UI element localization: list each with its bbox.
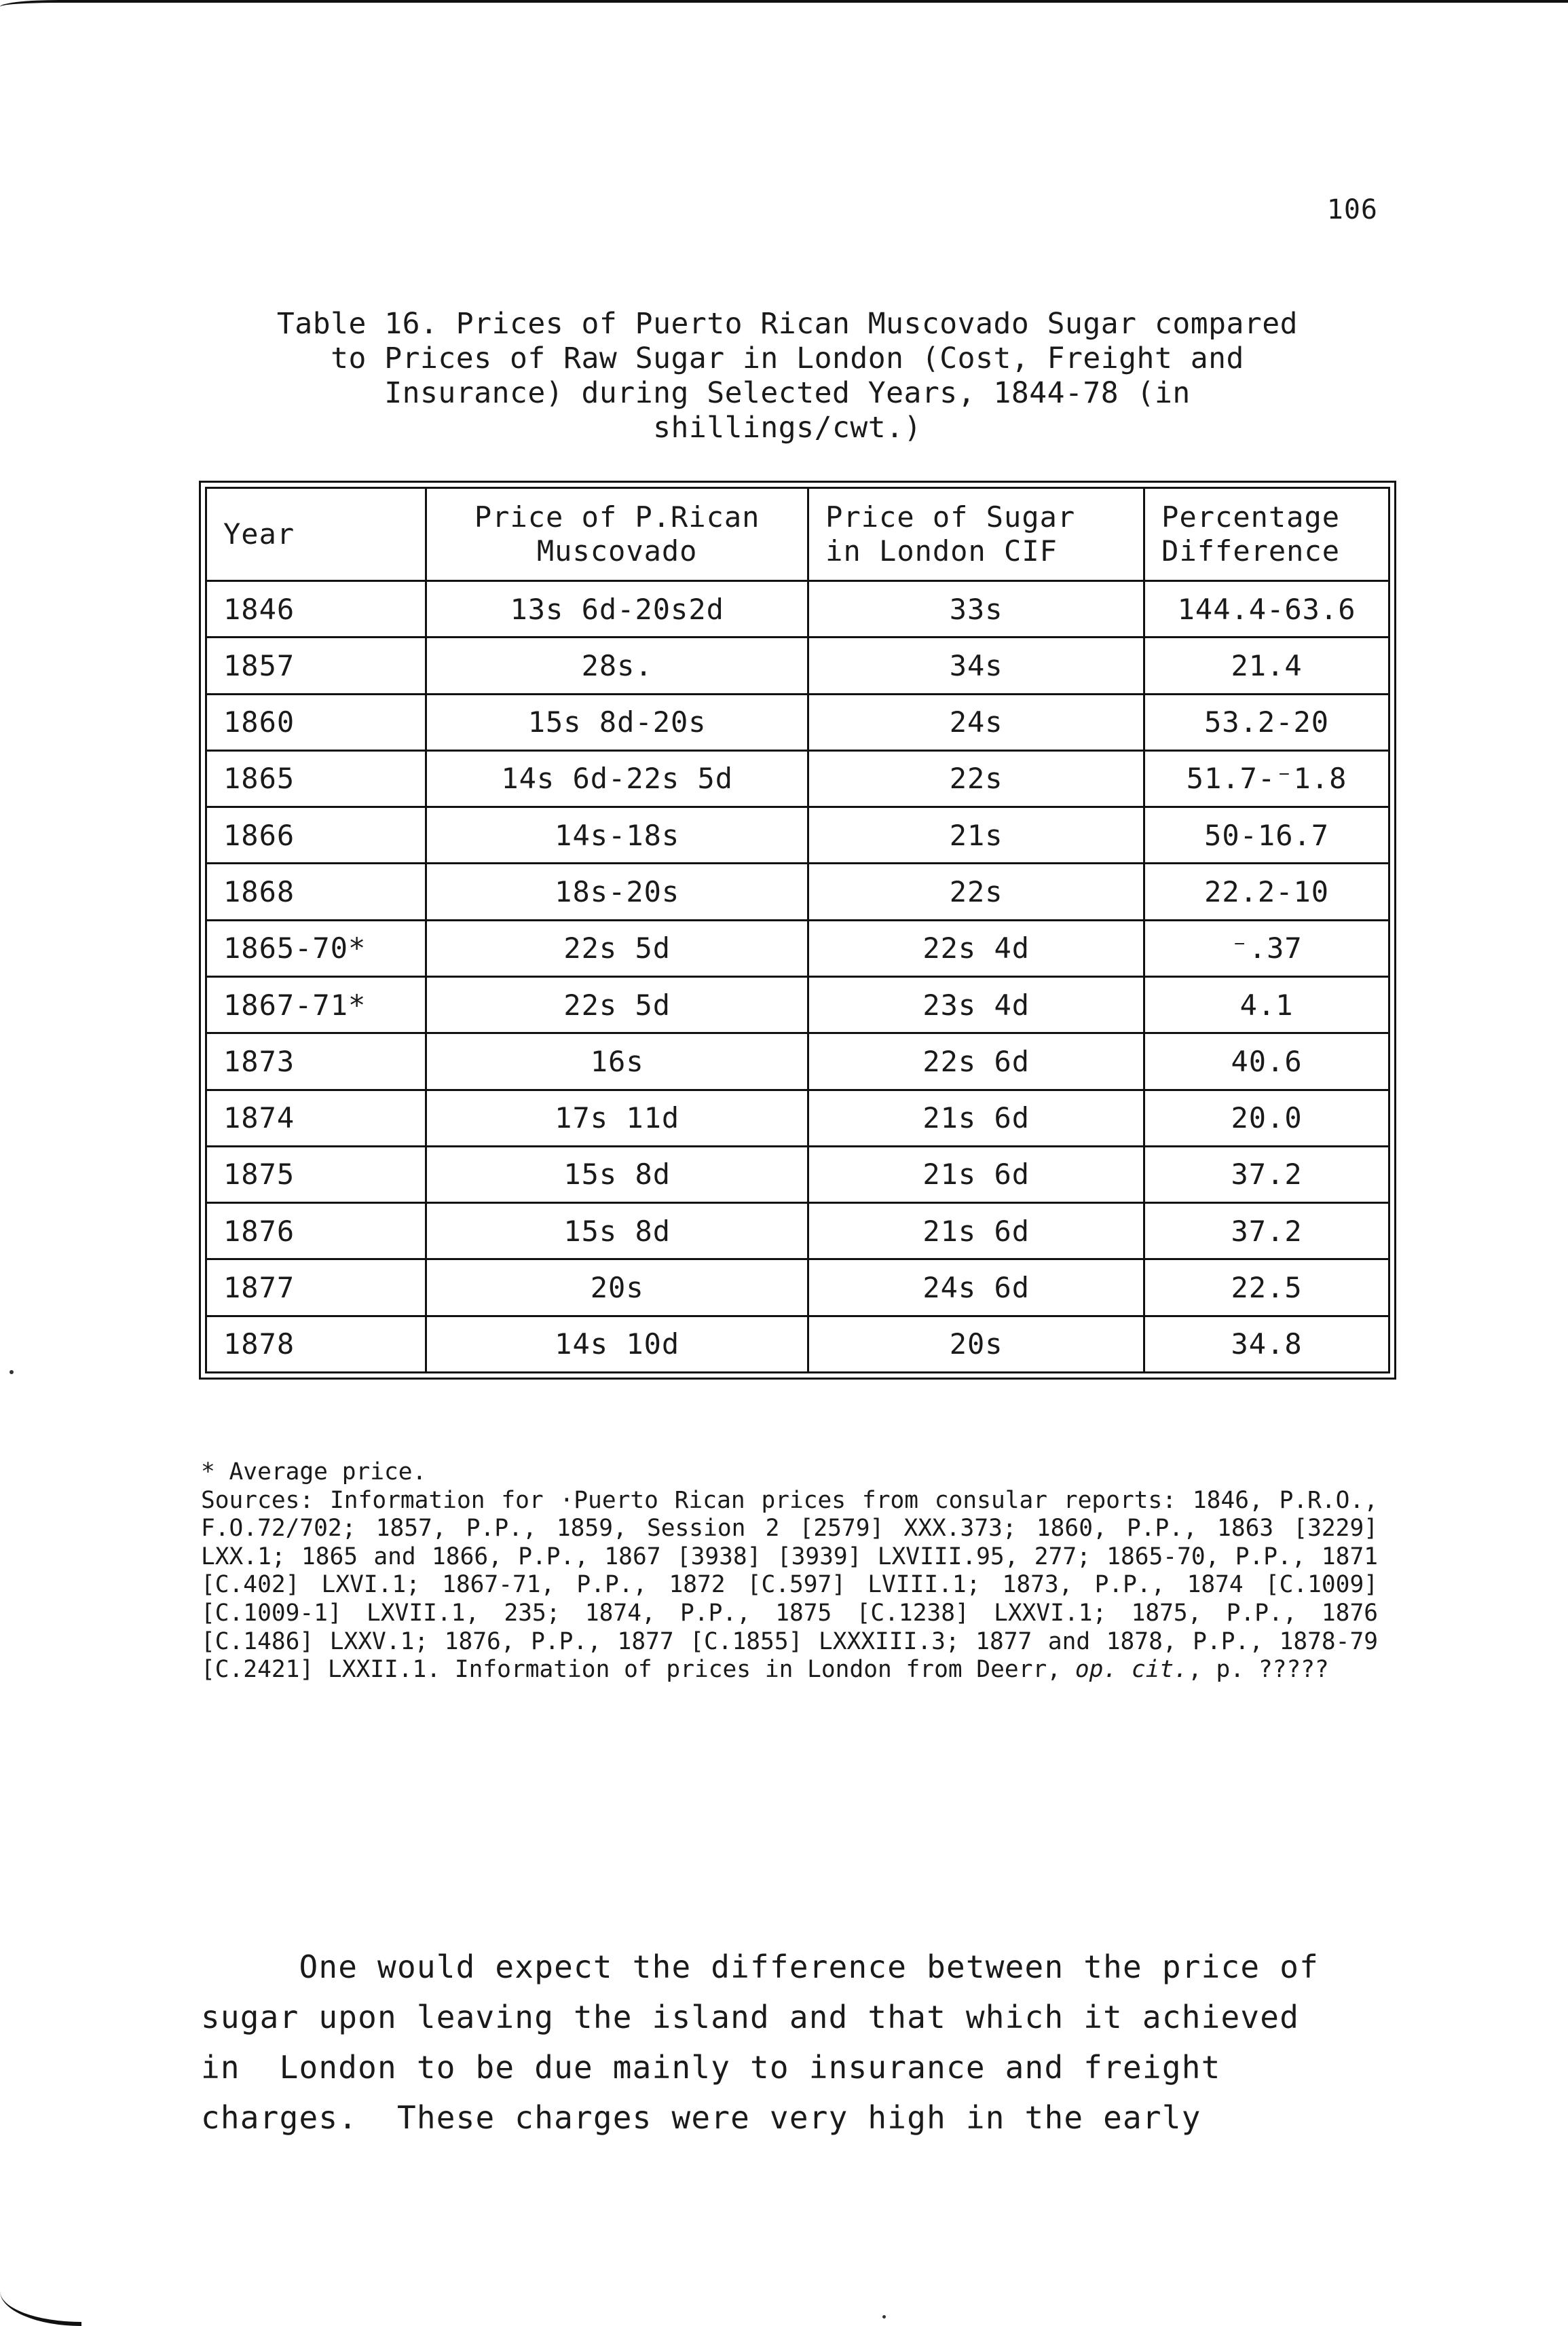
cell-london-price: 21s 6d	[808, 1146, 1144, 1202]
cell-london-price: 22s 6d	[808, 1033, 1144, 1090]
cell-percentage-difference: 22.2-10	[1144, 864, 1389, 920]
cell-year: 1873	[206, 1033, 426, 1090]
cell-year: 1877	[206, 1259, 426, 1316]
cell-london-price: 20s	[808, 1316, 1144, 1372]
page-number: 106	[1326, 194, 1378, 225]
cell-percentage-difference: 37.2	[1144, 1203, 1389, 1259]
cell-london-price: 24s	[808, 694, 1144, 750]
cell-year: 1846	[206, 581, 426, 638]
cell-year: 1860	[206, 694, 426, 750]
cell-london-price: 34s	[808, 638, 1144, 694]
asterisk-note: * Average price.	[201, 1458, 427, 1485]
cell-pr-price: 18s-20s	[426, 864, 808, 920]
cell-year: 1865	[206, 750, 426, 807]
table-row	[206, 581, 1389, 638]
table-row	[206, 1316, 1389, 1372]
cell-year: 1866	[206, 807, 426, 864]
cell-percentage-difference: 37.2	[1144, 1146, 1389, 1202]
cell-london-price: 22s	[808, 864, 1144, 920]
header-pr-price: Price of P.Rican Muscovado	[426, 488, 808, 581]
table-row	[206, 1259, 1389, 1316]
table-outer-frame	[199, 481, 1396, 1380]
sources-italic: op. cit.	[1075, 1656, 1188, 1684]
cell-percentage-difference: 144.4-63.6	[1144, 581, 1389, 638]
scan-edge-bottom-left	[0, 2274, 81, 2326]
sources-text: Sources: Information for ·Puerto Rican prices from consular reports: 1846, P.R.O., F.O.72/702; 1857, P.P., 1859, Session 2 [2579] XXX.373; 1860, P.P., 1863 [3229] LXX.1; 1865 and 1866, P.P., 1867 [3938] [3939] LXVIII.95, 277; 1865-70, P.P., 1871 [C.402] LXVI.1; 1867-71, P.P., 1872 [C.597] LVIII.1; 1873, P.P., 1874 [C.1009] [C.1009-1] LXVII.1, 235; 1874, P.P., 1875 [C.1238] LXXVI.1; 1875, P.P., 1876 [C.1486] LXXV.1; 1876, P.P., 1877 [C.1855] LXXXIII.3; 1877 and 1878, P.P., 1878-79 [C.2421] LXXII.1. Information of prices in London from Deerr,	[201, 1486, 1378, 1684]
cell-pr-price: 28s.	[426, 638, 808, 694]
cell-percentage-difference: 51.7-⁻1.8	[1144, 750, 1389, 807]
cell-london-price: 23s 4d	[808, 976, 1144, 1033]
body-line: charges. These charges were very high in the early	[201, 2099, 1201, 2136]
cell-pr-price: 15s 8d	[426, 1203, 808, 1259]
cell-year: 1876	[206, 1203, 426, 1259]
cell-pr-price: 14s-18s	[426, 807, 808, 864]
cell-percentage-difference: 4.1	[1144, 976, 1389, 1033]
cell-london-price: 21s 6d	[808, 1090, 1144, 1146]
cell-pr-price: 22s 5d	[426, 976, 808, 1033]
body-line: One would expect the difference between the price of	[201, 1949, 1319, 1985]
cell-london-price: 24s 6d	[808, 1259, 1144, 1316]
table-header-row	[206, 488, 1389, 581]
sugar-price-table	[205, 487, 1390, 1373]
header-year: Year	[206, 488, 426, 581]
caption-line: Insurance) during Selected Years, 1844-78 (in	[384, 376, 1191, 410]
cell-pr-price: 14s 10d	[426, 1316, 808, 1372]
cell-percentage-difference: 53.2-20	[1144, 694, 1389, 750]
cell-percentage-difference: 34.8	[1144, 1316, 1389, 1372]
cell-pr-price: 14s 6d-22s 5d	[426, 750, 808, 807]
cell-year: 1857	[206, 638, 426, 694]
header-london-price: Price of Sugar in London CIF	[808, 488, 1144, 581]
table-row	[206, 694, 1389, 750]
scan-edge-top	[0, 0, 1568, 7]
cell-london-price: 22s	[808, 750, 1144, 807]
header-percentage-difference: Percentage Difference	[1144, 488, 1389, 581]
cell-year: 1874	[206, 1090, 426, 1146]
table-caption	[197, 307, 1378, 445]
sources-note	[201, 1487, 1378, 1684]
cell-year: 1875	[206, 1146, 426, 1202]
cell-pr-price: 16s	[426, 1033, 808, 1090]
cell-pr-price: 15s 8d-20s	[426, 694, 808, 750]
scan-speck	[882, 2315, 886, 2319]
footnotes	[201, 1458, 1378, 1684]
cell-london-price: 22s 4d	[808, 920, 1144, 976]
table-row	[206, 1090, 1389, 1146]
table-row	[206, 1203, 1389, 1259]
cell-london-price: 33s	[808, 581, 1144, 638]
cell-year: 1865-70*	[206, 920, 426, 976]
table-row	[206, 807, 1389, 864]
cell-london-price: 21s	[808, 807, 1144, 864]
cell-pr-price: 20s	[426, 1259, 808, 1316]
cell-percentage-difference: ⁻.37	[1144, 920, 1389, 976]
cell-percentage-difference: 22.5	[1144, 1259, 1389, 1316]
table-row	[206, 750, 1389, 807]
table-row	[206, 1033, 1389, 1090]
body-line: sugar upon leaving the island and that which it achieved	[201, 1999, 1300, 2035]
scan-speck	[10, 1370, 14, 1374]
cell-percentage-difference: 20.0	[1144, 1090, 1389, 1146]
table-row	[206, 920, 1389, 976]
cell-year: 1867-71*	[206, 976, 426, 1033]
cell-year: 1878	[206, 1316, 426, 1372]
table-row	[206, 864, 1389, 920]
cell-london-price: 21s 6d	[808, 1203, 1144, 1259]
cell-pr-price: 17s 11d	[426, 1090, 808, 1146]
body-line: in London to be due mainly to insurance and freight	[201, 2049, 1221, 2086]
table-body	[206, 581, 1389, 1373]
cell-percentage-difference: 21.4	[1144, 638, 1389, 694]
table-row	[206, 976, 1389, 1033]
caption-line: shillings/cwt.)	[653, 411, 922, 445]
caption-line: to Prices of Raw Sugar in London (Cost, Freight and	[331, 341, 1244, 375]
cell-pr-price: 15s 8d	[426, 1146, 808, 1202]
cell-percentage-difference: 50-16.7	[1144, 807, 1389, 864]
body-paragraph	[201, 1942, 1375, 2143]
table-row	[206, 1146, 1389, 1202]
sources-tail: , p. ?????	[1187, 1656, 1329, 1684]
cell-percentage-difference: 40.6	[1144, 1033, 1389, 1090]
caption-line: Table 16. Prices of Puerto Rican Muscovado Sugar compared	[276, 307, 1299, 341]
cell-pr-price: 22s 5d	[426, 920, 808, 976]
cell-pr-price: 13s 6d-20s2d	[426, 581, 808, 638]
table-row	[206, 638, 1389, 694]
cell-year: 1868	[206, 864, 426, 920]
